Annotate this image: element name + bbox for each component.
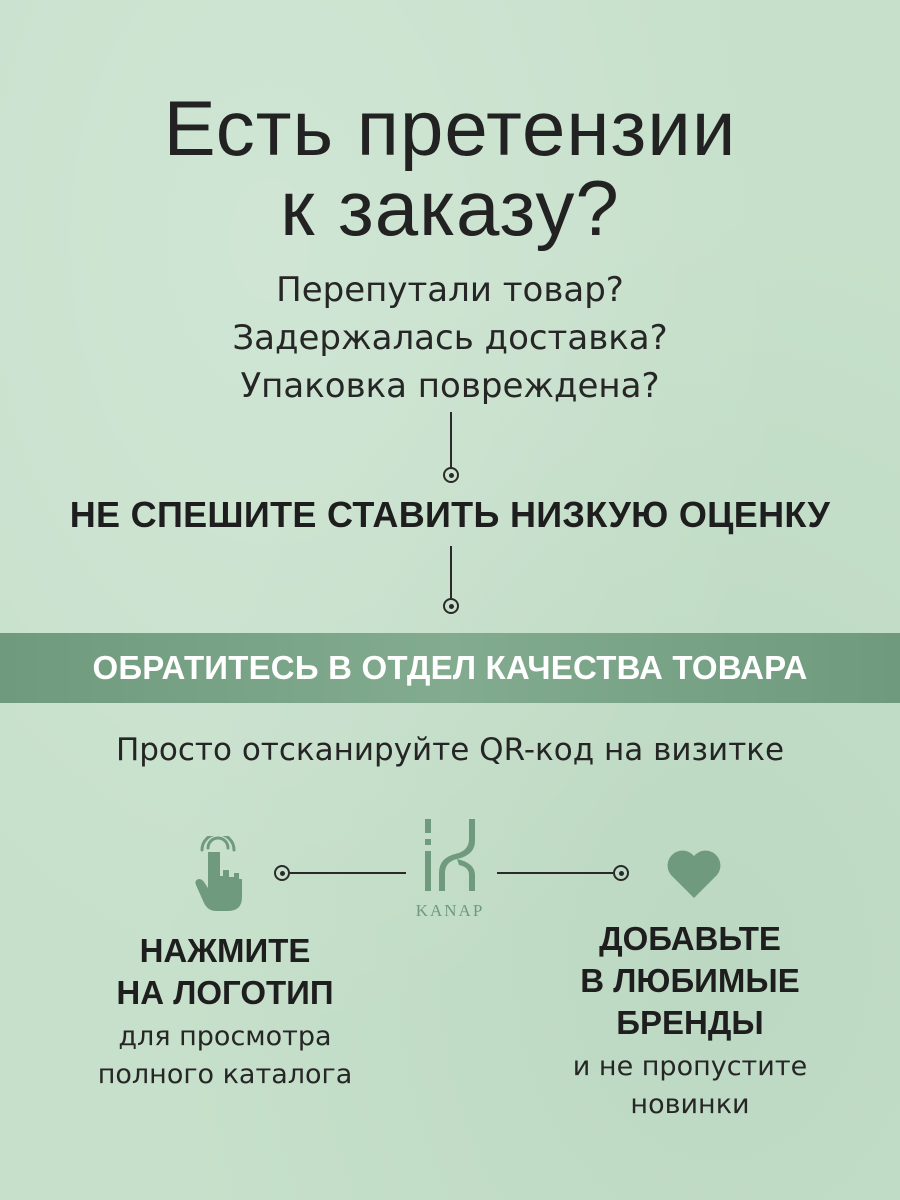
brand-logo[interactable] [400, 815, 500, 921]
question-item: Упаковка повреждена? [240, 366, 660, 406]
logo-caption: KANAP [415, 901, 485, 920]
connector-line [290, 872, 406, 874]
connector-line [450, 412, 452, 468]
right-heading-line: В ЛЮБИМЫЕ [580, 962, 800, 999]
scan-hint: Просто отсканируйте QR-код на визитке [115, 732, 785, 768]
title-line-2: к заказу? [280, 164, 620, 252]
quality-department-banner [0, 633, 900, 703]
vertical-connector [443, 546, 459, 618]
connector-dot-icon [613, 865, 629, 881]
left-heading-line: НА ЛОГОТИП [116, 974, 334, 1011]
warning-text: НЕ СПЕШИТЕ СТАВИТЬ НИЗКУЮ ОЦЕНКУ [69, 494, 831, 535]
connector-dot-icon [443, 598, 459, 614]
right-heading-line: ДОБАВЬТЕ [599, 920, 781, 957]
right-heading-line: БРЕНДЫ [616, 1004, 764, 1041]
left-heading-line: НАЖМИТЕ [139, 932, 311, 969]
kanap-logo-icon [415, 815, 485, 895]
right-sub-line: новинки [630, 1089, 750, 1120]
question-item: Перепутали товар? [276, 270, 624, 310]
questions-list [0, 266, 900, 410]
connector-dot-icon [274, 865, 290, 881]
right-sub-line: и не пропустите [572, 1051, 808, 1082]
heart-icon [665, 848, 723, 900]
connector-line [450, 546, 452, 598]
right-column [530, 918, 850, 1124]
left-sub-line: для просмотра [118, 1021, 332, 1052]
page-title [0, 84, 900, 252]
vertical-connector [443, 412, 459, 484]
horizontal-connector-left [274, 865, 406, 881]
left-sub-line: полного каталога [97, 1059, 353, 1090]
tap-finger-icon [188, 836, 244, 912]
question-item: Задержалась доставка? [232, 318, 668, 358]
connector-line [497, 872, 613, 874]
banner-text: ОБРАТИТЕСЬ В ОТДЕЛ КАЧЕСТВА ТОВАРА [92, 649, 808, 686]
title-line-1: Есть претензии [163, 84, 737, 172]
left-column [60, 930, 390, 1094]
connector-dot-icon [443, 467, 459, 483]
horizontal-connector-right [497, 865, 629, 881]
